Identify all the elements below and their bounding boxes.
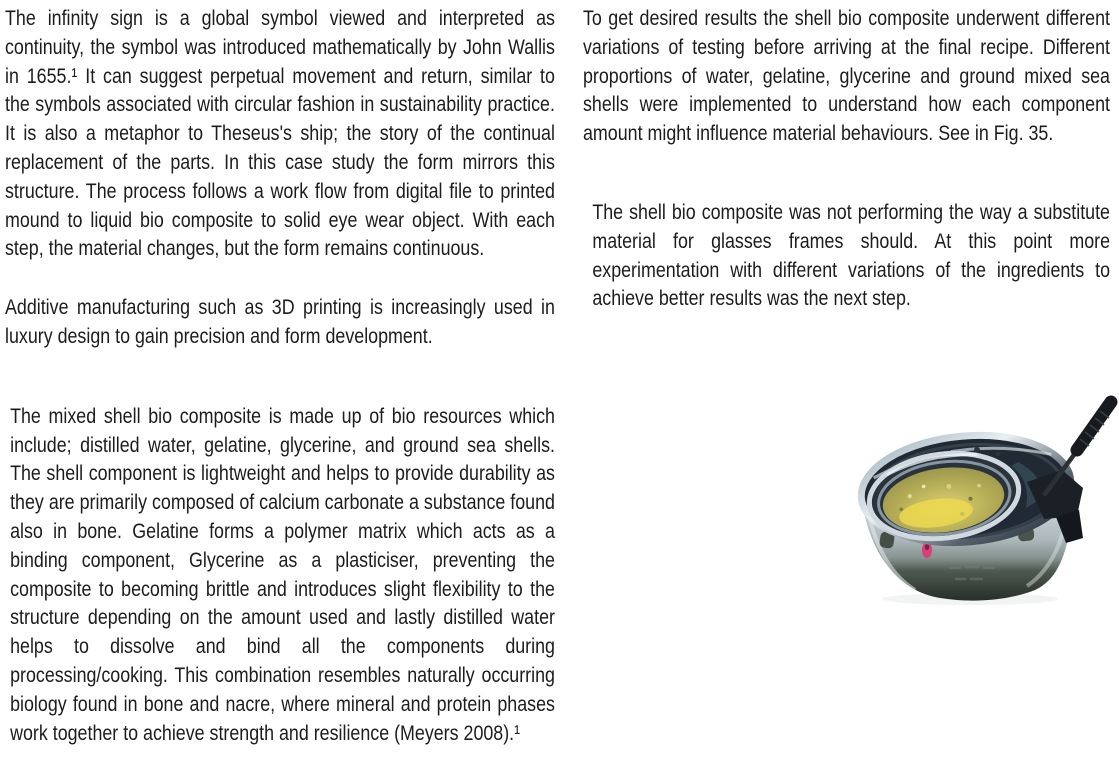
paragraph-experimentation: The shell bio composite was not performing the way a substitute material for glasses frames should. At this point more experimentation with different variations of the ingredients to achieve better results was the next step. (592, 200, 1110, 311)
paragraph-recipe-testing: To get desired results the shell bio composite underwent different variations of testing before arriving at the final recipe. Different proportions of water, gelatine, glycerine and ground mixed sea shells were implemented to understand how each component amount might influence material behaviours. See in Fig. 35. (583, 7, 1110, 146)
right-column (583, 5, 1110, 314)
rim-screw (974, 447, 980, 453)
right-column-text (583, 5, 1110, 314)
paragraph-infinity-sign: The infinity sign is a global symbol viewed and interpreted as continuity, the symbol was introduced mathematically by John Wallis in 1655.¹ It can suggest perpetual movement and return, similar to the symbols associated with circular fashion in sustainability practice. It is also a metaphor to Theseus's ship; the story of the continual replacement of the parts. In this case study the form mirrors this structure. The process follows a work flow from digital file to printed mound to liquid bio composite to solid eye wear object. With each step, the material changes, but the form remains continuous. (5, 7, 555, 261)
paragraph-additive-manufacturing: Additive manufacturing such as 3D printing is increasingly used in luxury design to gain precision and form development. (5, 296, 555, 348)
figure-bio-composite-pot (830, 392, 1119, 607)
rim-screw (996, 452, 1001, 457)
left-column-text (5, 5, 555, 748)
paragraph-bio-composite-ingredients: The mixed shell bio composite is made up of bio resources which include; distilled water, gelatine, glycerine, and ground sea shells. The shell component is lightweight and helps to provide durability as they are primarily composed of calcium carbonate a substance found also in bone. Gelatine forms a polymer matrix which acts as a binding component, Glycerine as a plasticiser, preventing the composite to becoming brittle and introduces slight flexibility to the structure depending on the amount used and lastly distilled water helps to dissolve and bind all the components during processing/cooking. This combination resembles naturally occurring biology found in bone and nacre, where mineral and protein phases work together to achieve strength and resilience (Meyers 2008).¹ (10, 404, 555, 745)
pot-photo-illustration (830, 392, 1119, 607)
bowl-logo-detail (925, 544, 929, 550)
left-column (5, 5, 555, 748)
spoon-handle (1077, 402, 1111, 450)
